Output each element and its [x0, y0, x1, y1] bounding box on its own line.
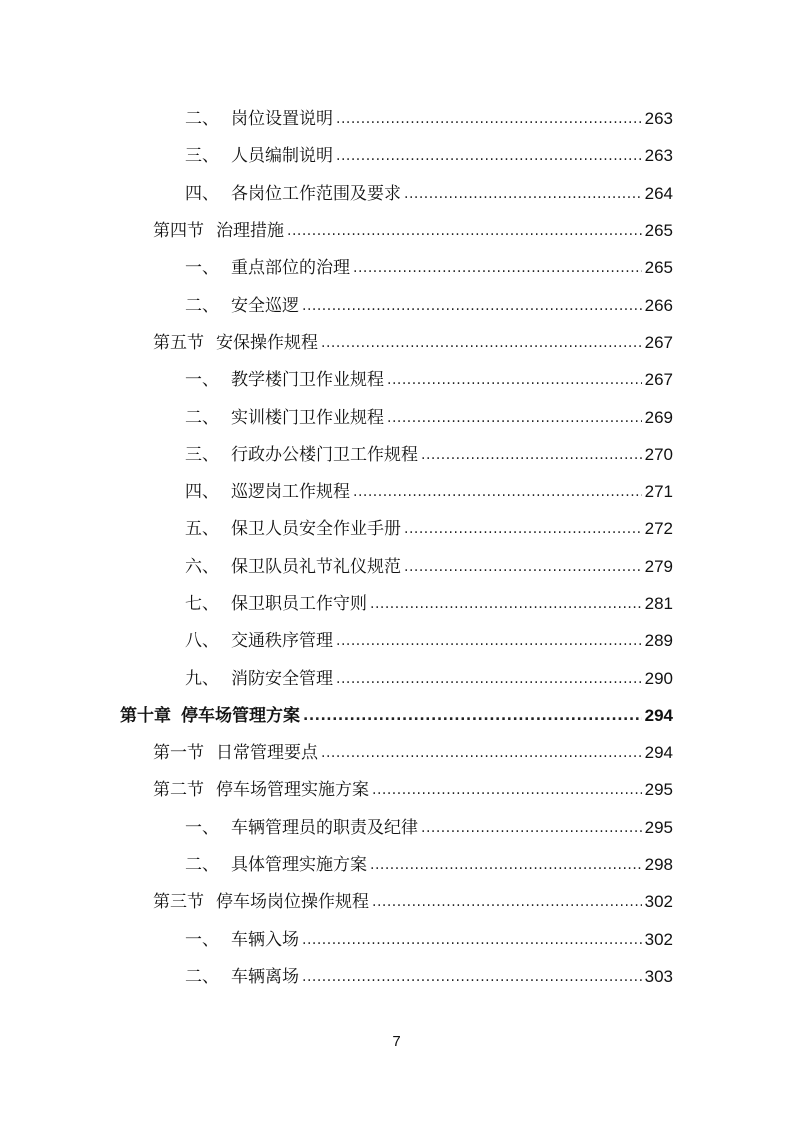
toc-dot-leader: [302, 967, 642, 987]
toc-line: [185, 967, 673, 988]
toc-entry-page: 294: [644, 705, 673, 725]
toc-entry-title: 停车场岗位操作规程: [216, 892, 369, 913]
toc-entry-item[interactable]: [0, 287, 793, 324]
toc-line: [185, 445, 673, 466]
toc-dot-leader: [302, 296, 642, 316]
toc-entry-number: 第三节: [153, 892, 204, 913]
toc-entry-page: 294: [644, 743, 673, 763]
toc-entry-number: 第五节: [153, 332, 204, 353]
toc-line: [185, 258, 673, 279]
toc-entry-title: 安保操作规程: [216, 332, 318, 353]
toc-entry-number: 四、: [185, 183, 219, 204]
toc-dot-leader: [387, 370, 642, 390]
toc-entry-page: 295: [644, 817, 673, 837]
toc-entry-number: 第一节: [153, 743, 204, 764]
toc-entry-title: 日常管理要点: [216, 743, 318, 764]
toc-entry-title: 车辆离场: [231, 966, 299, 987]
toc-entry-title: 安全巡逻: [231, 295, 299, 316]
toc-entry-page: 295: [644, 780, 673, 800]
toc-dot-leader: [353, 482, 642, 502]
toc-dot-leader: [421, 445, 642, 465]
toc-entry-title: 保卫队员礼节礼仪规范: [231, 556, 401, 577]
toc-dot-leader: [372, 780, 642, 800]
toc-entry-item[interactable]: [0, 474, 793, 511]
toc-entry-title: 交通秩序管理: [231, 631, 333, 652]
toc-entry-item[interactable]: [0, 810, 793, 847]
toc-entry-number: 二、: [185, 109, 219, 130]
toc-entry-section[interactable]: [0, 884, 793, 921]
toc-entry-item[interactable]: [0, 586, 793, 623]
toc-entry-item[interactable]: [0, 847, 793, 884]
toc-entry-number: 二、: [185, 407, 219, 428]
toc-line: [185, 557, 673, 578]
toc-dot-leader: [336, 631, 642, 651]
toc-entry-title: 教学楼门卫作业规程: [231, 370, 384, 391]
toc-entry-title: 岗位设置说明: [231, 109, 333, 130]
toc-dot-leader: [421, 818, 642, 838]
toc-entry-item[interactable]: [0, 437, 793, 474]
toc-entry-page: 302: [644, 892, 673, 912]
toc-line: [185, 594, 673, 615]
toc-dot-leader: [372, 892, 642, 912]
toc-entry-title: 具体管理实施方案: [231, 855, 367, 876]
toc-entry-number: 三、: [185, 444, 219, 465]
toc-line: [185, 109, 673, 130]
toc-entry-title: 车辆入场: [231, 929, 299, 950]
toc-dot-leader: [387, 408, 642, 428]
toc-entry-number: 第四节: [153, 221, 204, 242]
toc-entry-title: 重点部位的治理: [231, 258, 350, 279]
toc-entry-number: 九、: [185, 668, 219, 689]
toc-dot-leader: [370, 594, 642, 614]
toc-entry-page: 272: [644, 519, 673, 539]
toc-entry-number: 第十章: [120, 705, 171, 726]
toc-dot-leader: [287, 221, 642, 241]
toc-line: [185, 631, 673, 652]
toc-entry-item[interactable]: [0, 511, 793, 548]
toc-entry-page: 279: [644, 556, 673, 576]
toc-line: [185, 818, 673, 839]
toc-dot-leader: [404, 557, 642, 577]
toc-entry-title: 车辆管理员的职责及纪律: [231, 817, 418, 838]
toc-entry-item[interactable]: [0, 959, 793, 996]
toc-entry-page: 269: [644, 407, 673, 427]
toc-entry-page: 270: [644, 444, 673, 464]
toc-dot-leader: [336, 109, 642, 129]
toc-entry-item[interactable]: [0, 922, 793, 959]
table-of-contents: [0, 101, 793, 996]
toc-line: [185, 519, 673, 540]
toc-entry-title: 治理措施: [216, 221, 284, 242]
toc-entry-item[interactable]: [0, 250, 793, 287]
toc-entry-number: 一、: [185, 929, 219, 950]
toc-entry-page: 303: [644, 966, 673, 986]
toc-line: [185, 669, 673, 690]
toc-entry-item[interactable]: [0, 362, 793, 399]
toc-line: [153, 780, 673, 801]
page-number: 7: [392, 1033, 401, 1050]
toc-entry-item[interactable]: [0, 623, 793, 660]
toc-entry-number: 二、: [185, 966, 219, 987]
toc-entry-number: 七、: [185, 594, 219, 614]
toc-entry-page: 302: [644, 929, 673, 949]
toc-entry-title: 实训楼门卫作业规程: [231, 407, 384, 428]
toc-entry-number: 一、: [185, 817, 219, 838]
toc-dot-leader: [336, 669, 642, 689]
toc-entry-title: 停车场管理实施方案: [216, 780, 369, 801]
toc-line: [185, 146, 673, 167]
toc-entry-number: 一、: [185, 370, 219, 391]
toc-entry-section[interactable]: [0, 735, 793, 772]
toc-entry-title: 保卫人员安全作业手册: [231, 519, 401, 540]
toc-dot-leader: [404, 519, 642, 539]
toc-dot-leader: [353, 258, 642, 278]
toc-dot-leader: [370, 855, 642, 875]
toc-line: [120, 706, 673, 727]
toc-entry-item[interactable]: [0, 399, 793, 436]
toc-entry-number: 八、: [185, 631, 219, 652]
toc-dot-leader: [404, 184, 642, 204]
toc-entry-title: 人员编制说明: [231, 146, 333, 167]
toc-entry-page: 267: [644, 332, 673, 352]
toc-dot-leader: [302, 930, 642, 950]
toc-entry-number: 六、: [185, 556, 219, 577]
toc-entry-number: 二、: [185, 855, 219, 876]
toc-entry-title: 保卫职员工作守则: [231, 594, 367, 614]
toc-entry-page: 265: [644, 258, 673, 278]
toc-line: [185, 930, 673, 951]
toc-line: [153, 221, 673, 242]
toc-entry-number: 二、: [185, 295, 219, 316]
toc-entry-page: 271: [644, 482, 673, 502]
toc-entry-title: 巡逻岗工作规程: [231, 482, 350, 503]
toc-dot-leader: [336, 146, 642, 166]
toc-entry-item[interactable]: [0, 138, 793, 175]
toc-entry-title: 行政办公楼门卫工作规程: [231, 444, 418, 465]
toc-entry-section[interactable]: [0, 325, 793, 362]
toc-entry-item[interactable]: [0, 549, 793, 586]
toc-dot-leader: [321, 333, 642, 353]
toc-line: [185, 482, 673, 503]
toc-entry-page: 281: [644, 594, 673, 613]
toc-entry-page: 267: [644, 370, 673, 390]
toc-entry-number: 五、: [185, 519, 219, 540]
toc-entry-item[interactable]: [0, 660, 793, 697]
toc-entry-page: 290: [644, 668, 673, 688]
toc-line: [153, 333, 673, 354]
toc-entry-section[interactable]: [0, 213, 793, 250]
toc-entry-chapter[interactable]: [0, 698, 793, 735]
toc-entry-page: 263: [644, 146, 673, 166]
toc-line: [153, 743, 673, 764]
toc-entry-page: 265: [644, 221, 673, 241]
toc-line: [185, 855, 673, 876]
toc-entry-number: 四、: [185, 482, 219, 503]
toc-line: [185, 184, 673, 205]
toc-entry-page: 264: [644, 183, 673, 203]
toc-entry-page: 266: [644, 295, 673, 315]
toc-entry-number: 一、: [185, 258, 219, 279]
toc-entry-item[interactable]: [0, 176, 793, 213]
toc-dot-leader: [321, 743, 642, 763]
toc-line: [185, 296, 673, 317]
toc-entry-title: 各岗位工作范围及要求: [231, 183, 401, 204]
toc-entry-number: 三、: [185, 146, 219, 167]
toc-entry-page: 263: [644, 109, 673, 129]
toc-entry-number: 第二节: [153, 780, 204, 801]
toc-line: [185, 408, 673, 429]
toc-entry-page: 298: [644, 855, 673, 875]
toc-dot-leader: [303, 706, 642, 726]
toc-entry-section[interactable]: [0, 772, 793, 809]
toc-line: [153, 892, 673, 913]
toc-entry-title: 停车场管理方案: [181, 705, 300, 726]
toc-entry-title: 消防安全管理: [231, 668, 333, 689]
toc-line: [185, 370, 673, 391]
toc-entry-item[interactable]: [0, 101, 793, 138]
toc-entry-page: 289: [644, 631, 673, 651]
